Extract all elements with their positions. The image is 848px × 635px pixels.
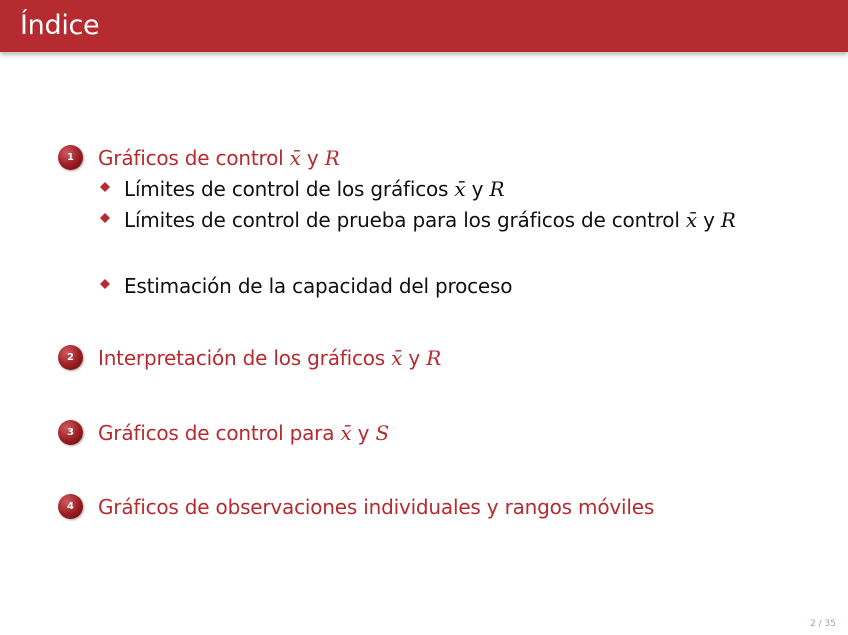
section-number-ball-icon: 4 — [56, 492, 86, 522]
toc-section-1[interactable] — [56, 143, 340, 173]
toc-section-label: Gráficos de observaciones individuales y rangos móviles — [98, 495, 655, 519]
math-x-bar: x̄ — [454, 177, 466, 201]
toc-subsection-label: Límites de control de los gráficos x̄ y R — [124, 177, 505, 201]
math-x-bar: x̄ — [391, 346, 403, 370]
bullet-icon — [100, 279, 110, 289]
math-r: R — [426, 346, 442, 370]
math-r: R — [324, 146, 340, 170]
toc-section-4[interactable] — [56, 492, 654, 522]
math-s: S — [375, 421, 389, 445]
section-number-ball-icon: 3 — [56, 418, 86, 448]
toc-subsection-1-3[interactable] — [100, 271, 784, 302]
toc-subsection-1-2[interactable] — [100, 205, 784, 236]
toc-section-label: Gráficos de control para x̄ y S — [98, 421, 389, 445]
page-number: 2 / 35 — [810, 619, 836, 629]
section-number-ball-icon: 2 — [56, 343, 86, 373]
toc-section-3[interactable] — [56, 418, 389, 448]
page-title: Índice — [20, 10, 100, 41]
math-r: R — [720, 208, 736, 232]
toc-section-label: Gráficos de control x̄ y R — [98, 146, 340, 170]
toc-subsection-label: Estimación de la capacidad del proceso — [124, 274, 513, 298]
bullet-icon — [100, 213, 110, 223]
frame-title-bar — [0, 0, 848, 52]
math-r: R — [489, 177, 505, 201]
toc-subsection-label: Límites de control de prueba para los gráficos de control x̄ y R — [124, 208, 736, 232]
toc-subsection-1-1[interactable] — [100, 174, 784, 205]
math-x-bar: x̄ — [289, 146, 301, 170]
toc-section-label: Interpretación de los gráficos x̄ y R — [98, 346, 442, 370]
bullet-icon — [100, 182, 110, 192]
section-number-ball-icon: 1 — [56, 143, 86, 173]
math-x-bar: x̄ — [685, 208, 697, 232]
math-x-bar: x̄ — [340, 421, 352, 445]
toc-section-2[interactable] — [56, 343, 441, 373]
